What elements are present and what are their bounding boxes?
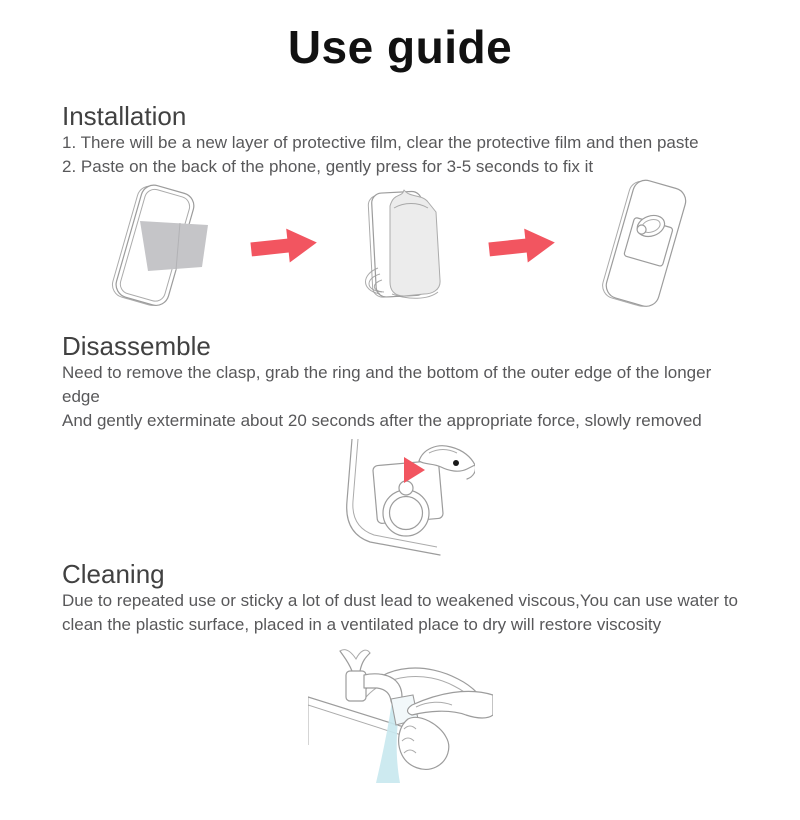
fingernail-dot [453,460,459,466]
phone-with-protective-film-illustration [92,183,224,309]
installation-step-2: 2. Paste on the back of the phone, gently press for 3-5 seconds to fix it [62,157,594,176]
faucet-shape [340,650,402,706]
section-disassemble [0,331,800,557]
section-installation [0,101,800,309]
installation-step-1: 1. There will be a new layer of protective film, clear the protective film and then paste [62,133,699,152]
removing-ring-holder-illustration [325,439,475,557]
cleaning-line-1: Due to repeated use or sticky a lot of dust lead to weakened viscous,You can use water to [62,591,738,610]
protective-film-shape [140,221,208,271]
section-cleaning [0,559,800,787]
right-arrow-icon [484,221,560,270]
right-arrow-icon [246,221,322,270]
rinsing-under-faucet-illustration [308,649,493,787]
installation-illustration-row [0,183,800,309]
cleaning-heading: Cleaning [62,559,165,589]
disassemble-line-1: Need to remove the clasp, grab the ring and the bottom of the outer edge of the longer edge [62,363,712,406]
installation-heading: Installation [62,101,187,131]
peeling-film-illustration [344,182,462,310]
disassemble-line-2: And gently exterminate about 20 seconds after the appropriate force, slowly removed [62,411,702,430]
use-guide-page [0,20,800,820]
phone-with-ring-holder-illustration [582,179,708,313]
cleaning-line-2: clean the plastic surface, placed in a ventilated place to dry will restore viscosity [62,615,662,634]
disassemble-heading: Disassemble [62,331,211,361]
page-title: Use guide [287,21,513,73]
